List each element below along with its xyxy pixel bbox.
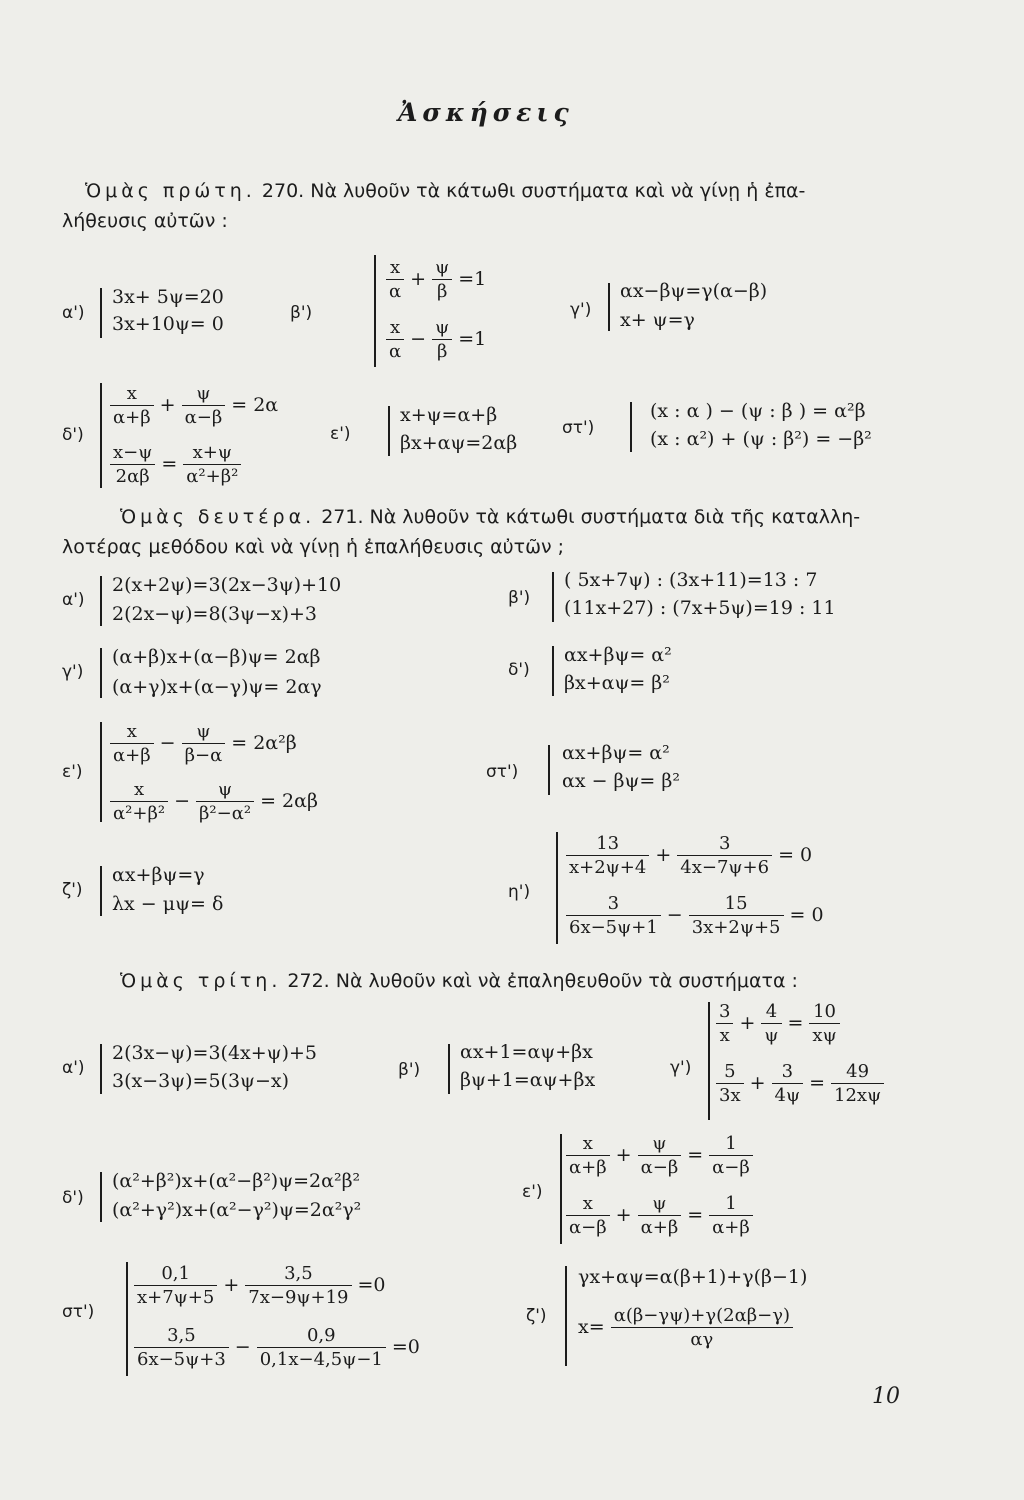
- brace-272-a: [100, 1044, 102, 1094]
- eq-270-b2: $\frac{x}{\alpha}$ − $\frac{\psi}{\beta}$ =1: [386, 316, 492, 363]
- eq-270-b1: $\frac{x}{\alpha}$ + $\frac{\psi}{\beta}$ =1: [386, 256, 492, 303]
- eq-271-b2: (11x+27) : (7x+5ψ)=19 : 11: [564, 597, 836, 619]
- eq-271-h1: $\frac{13}{x+2\psi+4}$ + $\frac{3}{4x-7\psi+6}$ = 0: [566, 832, 818, 879]
- eq-270-c2: x+ ψ=γ: [620, 309, 695, 331]
- label-272-b: β'): [398, 1060, 421, 1080]
- eq-270-d2: $\frac{x-\psi}{2\alpha\beta}$ = $\frac{x+\psi}{\text{α²+β²}}$: [110, 441, 241, 488]
- eq-270-st1: (x : α ) − (ψ : β ) = α²β: [650, 400, 866, 422]
- brace-270-b: [374, 255, 376, 367]
- label-272-e: ε'): [522, 1182, 543, 1202]
- eq-270-a2: 3x+10ψ= 0: [112, 313, 224, 335]
- eq-272-e2: $\frac{x}{\alpha-\beta}$ + $\frac{\psi}{\alpha+\beta}$ = $\frac{1}{\alpha+\beta}$: [566, 1192, 753, 1239]
- label-272-d: δ'): [62, 1188, 84, 1208]
- eq-272-d2: (α²+γ²)x+(α²−γ²)ψ=2α²γ²: [112, 1199, 362, 1221]
- label-270-c: γ'): [570, 300, 592, 320]
- eq-272-b1: αx+1=αψ+βx: [460, 1041, 593, 1063]
- eq-271-a1: 2(x+2ψ)=3(2x−3ψ)+10: [112, 574, 342, 596]
- eq-272-e1: $\frac{x}{\alpha+\beta}$ + $\frac{\psi}{\alpha-\beta}$ = $\frac{1}{\alpha-\beta}$: [566, 1132, 753, 1179]
- group-3-intro: [120, 970, 798, 992]
- label-271-st: στ'): [486, 762, 519, 782]
- eq-272-st1: $\frac{0,1}{x+7\psi+5}$ + $\frac{3,5}{7x-9\psi+19}$ =0: [134, 1262, 392, 1309]
- eq-271-e2: $\frac{x}{\text{α²+β²}}$ − $\frac{\psi}{\text{β²−α²}}$ = 2αβ: [110, 778, 324, 825]
- group-3-label: Ὁμὰς τρίτη.: [120, 970, 282, 992]
- eq-272-c1: $\frac{3}{x}$ + $\frac{4}{\psi}$ = $\frac{10}{x\psi}$: [716, 1000, 840, 1047]
- brace-272-st: [126, 1262, 128, 1376]
- brace-271-a: [100, 576, 102, 626]
- eq-270-c1: αx−βψ=γ(α−β): [620, 280, 768, 302]
- eq-271-d2: βx+αψ= β²: [564, 672, 670, 694]
- eq-272-z2: x= $\frac{\alpha(\beta-\gamma\psi)+\gamma(2\alpha\beta-\gamma)}{\alpha\gamma}$: [578, 1304, 793, 1351]
- eq-272-a2: 3(x−3ψ)=5(3ψ−x): [112, 1070, 289, 1092]
- brace-272-z: [565, 1266, 567, 1366]
- eq-271-d1: αx+βψ= α²: [564, 644, 672, 666]
- group-1-intro: [85, 180, 805, 202]
- group-2-intro: [120, 506, 860, 528]
- eq-271-c1: (α+β)x+(α−β)ψ= 2αβ: [112, 646, 321, 668]
- eq-272-z1: γx+αψ=α(β+1)+γ(β−1): [578, 1266, 808, 1288]
- label-271-b: β'): [508, 588, 531, 608]
- eq-272-st2: $\frac{3,5}{6x-5\psi+3}$ − $\frac{0,9}{0,1x-4,5\psi-1}$ =0: [134, 1324, 426, 1371]
- label-270-d: δ'): [62, 425, 84, 445]
- group-1-label: Ὁμὰς πρώτη.: [85, 180, 256, 202]
- eq-271-a2: 2(2x−ψ)=8(3ψ−x)+3: [112, 603, 318, 625]
- label-271-z: ζ'): [62, 880, 83, 900]
- eq-271-z1: αx+βψ=γ: [112, 864, 205, 886]
- eq-270-a1: 3x+ 5ψ=20: [112, 286, 224, 308]
- brace-271-c: [100, 648, 102, 698]
- group-1-text: 270. Νὰ λυθοῦν τὰ κάτωθι συστήματα καὶ νὰ γίνῃ ἡ ἐπα-: [261, 180, 806, 202]
- group-2-text: 271. Νὰ λυθοῦν τὰ κάτωθι συστήματα διὰ τῆς καταλλη-: [321, 506, 861, 528]
- eq-272-a1: 2(3x−ψ)=3(4x+ψ)+5: [112, 1042, 318, 1064]
- brace-272-c: [708, 1002, 710, 1120]
- eq-270-st2: (x : α²) + (ψ : β²) = −β²: [650, 428, 872, 450]
- brace-272-d: [100, 1172, 102, 1222]
- eq-271-b1: ( 5x+7ψ) : (3x+11)=13 : 7: [564, 569, 818, 591]
- group-2-text-cont: λοτέρας μεθόδου καὶ νὰ γίνῃ ἡ ἐπαλήθευσις αὐτῶν ;: [62, 536, 565, 558]
- brace-270-c: [608, 283, 610, 331]
- brace-270-st: [630, 402, 632, 452]
- label-271-e: ε'): [62, 762, 83, 782]
- eq-270-e2: βx+αψ=2αβ: [400, 432, 518, 454]
- label-270-e: ε'): [330, 424, 351, 444]
- eq-271-z2: λx − μψ= δ: [112, 893, 224, 915]
- label-270-st: στ'): [562, 418, 595, 438]
- eq-271-st1: αx+βψ= α²: [562, 742, 670, 764]
- brace-270-e: [388, 406, 390, 456]
- eq-272-d1: (α²+β²)x+(α²−β²)ψ=2α²β²: [112, 1170, 361, 1192]
- label-272-c: γ'): [670, 1058, 692, 1078]
- eq-272-b2: βψ+1=αψ+βx: [460, 1069, 596, 1091]
- brace-271-d: [552, 646, 554, 696]
- group-2-label: Ὁμὰς δευτέρα.: [120, 506, 316, 528]
- group-3-text: 272. Νὰ λυθοῦν καὶ νὰ ἐπαληθευθοῦν τὰ συστήματα :: [287, 970, 798, 992]
- brace-270-d: [100, 383, 102, 488]
- brace-271-h: [556, 832, 558, 944]
- eq-271-e1: $\frac{x}{\alpha+\beta}$ − $\frac{\psi}{\beta-\alpha}$ = 2α²β: [110, 720, 303, 767]
- group-1-text-cont: λήθευσις αὐτῶν :: [62, 210, 228, 232]
- label-270-b: β'): [290, 303, 313, 323]
- label-272-z: ζ'): [526, 1306, 547, 1326]
- eq-271-h2: $\frac{3}{6x-5\psi+1}$ − $\frac{15}{3x+2\psi+5}$ = 0: [566, 892, 830, 939]
- label-272-st: στ'): [62, 1302, 95, 1322]
- section-heading: Ἀσκήσεις: [398, 98, 574, 127]
- eq-272-c2: $\frac{5}{3x}$ + $\frac{3}{4\psi}$ = $\frac{49}{12x\psi}$: [716, 1060, 884, 1107]
- brace-271-b: [552, 572, 554, 622]
- brace-271-z: [100, 866, 102, 916]
- label-271-h: η'): [508, 882, 531, 902]
- brace-271-st: [548, 745, 550, 795]
- brace-270-a: [100, 288, 102, 338]
- label-271-a: α'): [62, 590, 85, 610]
- label-271-c: γ'): [62, 662, 84, 682]
- brace-271-e: [100, 722, 102, 822]
- label-270-a: α'): [62, 303, 85, 323]
- brace-272-e: [560, 1134, 562, 1244]
- label-272-a: α'): [62, 1058, 85, 1078]
- eq-270-e1: x+ψ=α+β: [400, 404, 498, 426]
- eq-271-c2: (α+γ)x+(α−γ)ψ= 2αγ: [112, 676, 322, 698]
- page-number: 10: [872, 1384, 900, 1409]
- brace-272-b: [448, 1044, 450, 1094]
- eq-270-d1: $\frac{x}{\alpha+\beta}$ + $\frac{\psi}{\alpha-\beta}$ = 2α: [110, 382, 284, 429]
- eq-271-st2: αx − βψ= β²: [562, 770, 680, 792]
- label-271-d: δ'): [508, 660, 530, 680]
